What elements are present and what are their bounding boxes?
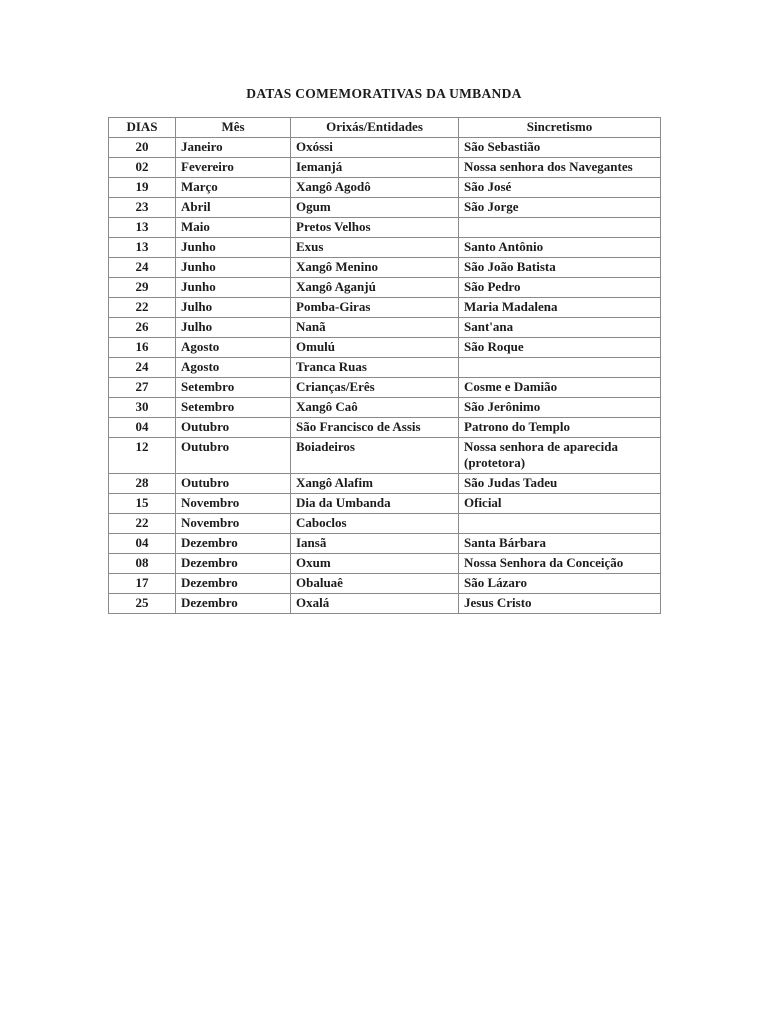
- cell-mes: Outubro: [176, 418, 291, 438]
- cell-dias: 13: [109, 218, 176, 238]
- cell-dias: 20: [109, 138, 176, 158]
- cell-dias: 19: [109, 178, 176, 198]
- cell-orixas: Exus: [291, 238, 459, 258]
- table-row: [109, 278, 661, 298]
- column-header-orixas: Orixás/Entidades: [291, 118, 459, 138]
- cell-mes: Agosto: [176, 358, 291, 378]
- cell-dias: 04: [109, 418, 176, 438]
- cell-orixas: São Francisco de Assis: [291, 418, 459, 438]
- table-row: [109, 514, 661, 534]
- cell-sincretismo: São José: [459, 178, 661, 198]
- cell-sincretismo: Maria Madalena: [459, 298, 661, 318]
- cell-mes: Agosto: [176, 338, 291, 358]
- cell-sincretismo: São Pedro: [459, 278, 661, 298]
- cell-mes: Maio: [176, 218, 291, 238]
- cell-dias: 27: [109, 378, 176, 398]
- cell-sincretismo: São Jerônimo: [459, 398, 661, 418]
- cell-orixas: Xangô Agodô: [291, 178, 459, 198]
- cell-sincretismo: São Judas Tadeu: [459, 474, 661, 494]
- table-row: [109, 594, 661, 614]
- cell-sincretismo: São João Batista: [459, 258, 661, 278]
- cell-orixas: Omulú: [291, 338, 459, 358]
- cell-dias: 23: [109, 198, 176, 218]
- cell-sincretismo: [459, 218, 661, 238]
- cell-mes: Outubro: [176, 474, 291, 494]
- cell-dias: 30: [109, 398, 176, 418]
- cell-mes: Março: [176, 178, 291, 198]
- cell-dias: 04: [109, 534, 176, 554]
- umbanda-dates-table: [108, 117, 661, 614]
- cell-orixas: Oxum: [291, 554, 459, 574]
- cell-sincretismo: Patrono do Templo: [459, 418, 661, 438]
- cell-mes: Julho: [176, 298, 291, 318]
- cell-mes: Dezembro: [176, 574, 291, 594]
- table-row: [109, 138, 661, 158]
- cell-dias: 02: [109, 158, 176, 178]
- cell-dias: 24: [109, 258, 176, 278]
- table-row: [109, 218, 661, 238]
- cell-dias: 22: [109, 514, 176, 534]
- table-row: [109, 574, 661, 594]
- cell-sincretismo: São Roque: [459, 338, 661, 358]
- cell-dias: 15: [109, 494, 176, 514]
- table-row: [109, 398, 661, 418]
- cell-orixas: Caboclos: [291, 514, 459, 534]
- cell-sincretismo: Santo Antônio: [459, 238, 661, 258]
- cell-orixas: Dia da Umbanda: [291, 494, 459, 514]
- table-row: [109, 338, 661, 358]
- cell-orixas: Oxóssi: [291, 138, 459, 158]
- table-row: [109, 298, 661, 318]
- table-row: [109, 258, 661, 278]
- cell-dias: 25: [109, 594, 176, 614]
- cell-sincretismo: Nossa Senhora da Conceição: [459, 554, 661, 574]
- cell-orixas: Iansã: [291, 534, 459, 554]
- cell-mes: Abril: [176, 198, 291, 218]
- cell-orixas: Xangô Caô: [291, 398, 459, 418]
- cell-sincretismo: Santa Bárbara: [459, 534, 661, 554]
- cell-orixas: Boiadeiros: [291, 438, 459, 474]
- table-row: [109, 494, 661, 514]
- table-row: [109, 178, 661, 198]
- cell-dias: 28: [109, 474, 176, 494]
- cell-orixas: Xangô Aganjú: [291, 278, 459, 298]
- cell-sincretismo: Nossa senhora dos Navegantes: [459, 158, 661, 178]
- cell-sincretismo: Oficial: [459, 494, 661, 514]
- cell-sincretismo: São Lázaro: [459, 574, 661, 594]
- cell-sincretismo: [459, 514, 661, 534]
- table-row: [109, 198, 661, 218]
- cell-mes: Fevereiro: [176, 158, 291, 178]
- page-title: DATAS COMEMORATIVAS DA UMBANDA: [246, 86, 522, 101]
- table-row: [109, 554, 661, 574]
- column-header-sincretismo: Sincretismo: [459, 118, 661, 138]
- cell-mes: Dezembro: [176, 554, 291, 574]
- cell-dias: 16: [109, 338, 176, 358]
- cell-dias: 22: [109, 298, 176, 318]
- cell-orixas: Pretos Velhos: [291, 218, 459, 238]
- cell-orixas: Xangô Alafim: [291, 474, 459, 494]
- cell-orixas: Ogum: [291, 198, 459, 218]
- cell-dias: 08: [109, 554, 176, 574]
- table-row: [109, 238, 661, 258]
- table-row: [109, 474, 661, 494]
- cell-mes: Dezembro: [176, 594, 291, 614]
- table-row: [109, 158, 661, 178]
- cell-dias: 29: [109, 278, 176, 298]
- cell-dias: 12: [109, 438, 176, 474]
- cell-sincretismo: Cosme e Damião: [459, 378, 661, 398]
- table-row: [109, 438, 661, 474]
- cell-mes: Novembro: [176, 514, 291, 534]
- cell-dias: 24: [109, 358, 176, 378]
- table-row: [109, 534, 661, 554]
- cell-orixas: Obaluaê: [291, 574, 459, 594]
- cell-mes: Dezembro: [176, 534, 291, 554]
- cell-sincretismo: São Jorge: [459, 198, 661, 218]
- table-body: [109, 138, 661, 614]
- cell-mes: Setembro: [176, 378, 291, 398]
- cell-sincretismo: Nossa senhora de aparecida (protetora): [459, 438, 661, 474]
- cell-orixas: Crianças/Erês: [291, 378, 459, 398]
- table-row: [109, 358, 661, 378]
- cell-sincretismo: Sant'ana: [459, 318, 661, 338]
- cell-mes: Outubro: [176, 438, 291, 474]
- cell-mes: Novembro: [176, 494, 291, 514]
- cell-mes: Julho: [176, 318, 291, 338]
- cell-orixas: Xangô Menino: [291, 258, 459, 278]
- table-header-row: [109, 118, 661, 138]
- column-header-mes: Mês: [176, 118, 291, 138]
- cell-orixas: Pomba-Giras: [291, 298, 459, 318]
- table-row: [109, 418, 661, 438]
- cell-dias: 13: [109, 238, 176, 258]
- cell-dias: 26: [109, 318, 176, 338]
- cell-mes: Junho: [176, 238, 291, 258]
- cell-dias: 17: [109, 574, 176, 594]
- cell-orixas: Oxalá: [291, 594, 459, 614]
- cell-sincretismo: São Sebastião: [459, 138, 661, 158]
- cell-mes: Junho: [176, 278, 291, 298]
- table-row: [109, 318, 661, 338]
- cell-sincretismo: Jesus Cristo: [459, 594, 661, 614]
- table-row: [109, 378, 661, 398]
- cell-mes: Janeiro: [176, 138, 291, 158]
- cell-orixas: Nanã: [291, 318, 459, 338]
- cell-orixas: Tranca Ruas: [291, 358, 459, 378]
- cell-mes: Setembro: [176, 398, 291, 418]
- cell-mes: Junho: [176, 258, 291, 278]
- cell-orixas: Iemanjá: [291, 158, 459, 178]
- cell-sincretismo: [459, 358, 661, 378]
- column-header-dias: DIAS: [109, 118, 176, 138]
